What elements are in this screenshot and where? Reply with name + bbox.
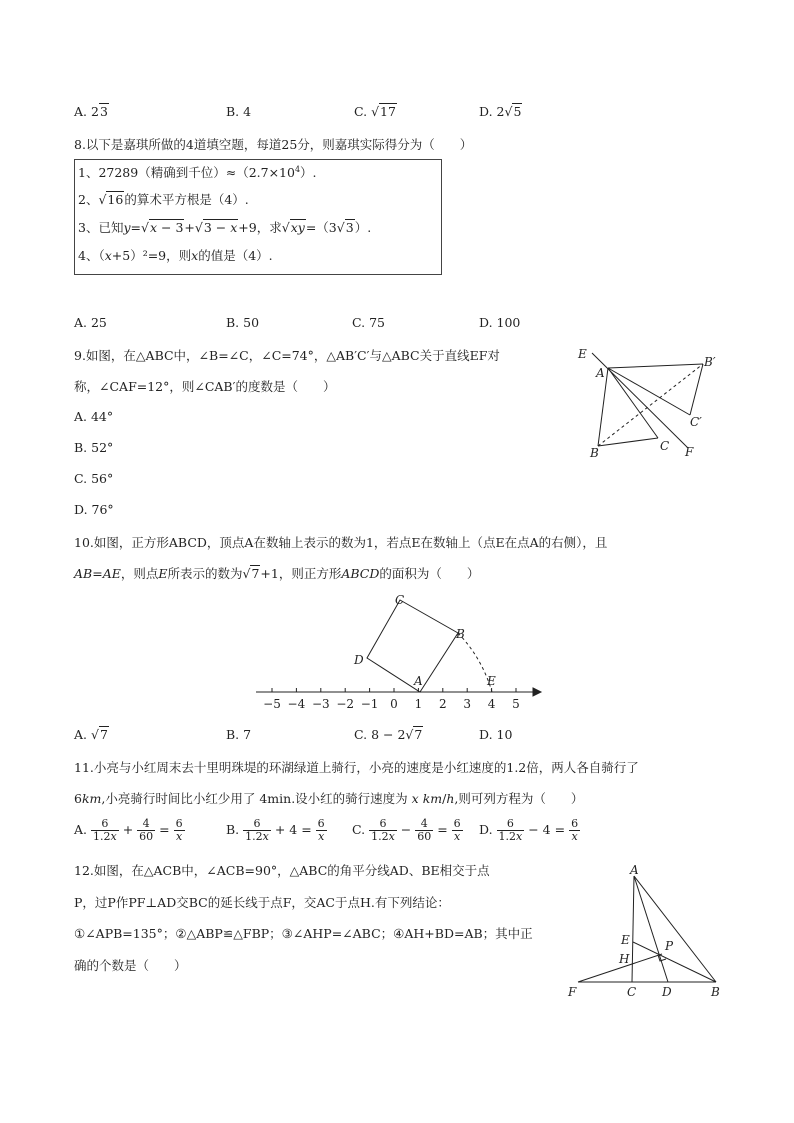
- q8-option-d: D. 100: [479, 315, 521, 330]
- q8-item-1: 1、27289（精确到千位）$\approx(2.7\times 10^4)$.: [78, 164, 317, 180]
- q8-stem: 8.以下是嘉琪所做的4道填空题，每道25分，则嘉琪实际得分为（ ）: [74, 137, 473, 152]
- q10-option-c: C. 8 − 2√7: [354, 727, 423, 742]
- segment-ac: [632, 876, 634, 982]
- q11-option-b: B. $\frac{6}{1.2x}$ + 4 = $\frac{6}{x}$: [226, 817, 325, 843]
- label-a: A: [630, 863, 639, 877]
- q7-option-b: B. 4: [226, 104, 252, 119]
- q7-option-d: D. 2√5: [479, 104, 522, 119]
- q10-figure: [250, 588, 550, 718]
- q8-item-2: 2、√16的算术平方根是（4）.: [78, 192, 249, 207]
- q11-option-c: C. $\frac{6}{1.2x}$ − $\frac{4}{60}$ = $\frac{6}{x}$: [352, 817, 461, 843]
- q11-stem-line2: 6km,小亮骑行时间比小红少用了 4min.设小红的骑行速度为 x km/h,则可列方程为（ ）: [74, 791, 584, 806]
- label-a: A: [596, 366, 605, 380]
- q9-stem-line2: 称，∠CAF=12°，则∠CAB′的度数是（ ）: [74, 379, 336, 394]
- label-c-prime: C′: [690, 415, 702, 429]
- label-f: F: [568, 985, 577, 999]
- label-b: B: [456, 627, 465, 641]
- q10-stem-line1: 10.如图，正方形ABCD，顶点A在数轴上表示的数为1，若点E在数轴上（点E在点A的右侧），且: [74, 535, 608, 550]
- q11-option-a: A. $\frac{6}{1.2x}$ + $\frac{4}{60}$ = $\frac{6}{x}$: [74, 817, 183, 843]
- q12-stem-line3: ①∠APB=135°；②△ABP≌△FBP；③∠AHP=∠ABC；④AH+BD=AB；其中正: [74, 926, 533, 941]
- tick-label: −2: [336, 697, 355, 711]
- q10-stem-line2: AB=AE，则点E所表示的数为√7+1，则正方形ABCD的面积为（ ）: [74, 566, 480, 581]
- label-e: E: [487, 674, 496, 688]
- q8-item-4: 4、（x+5）²=9，则x的值是（4）.: [78, 248, 273, 263]
- tick-label: −3: [311, 697, 330, 711]
- line-ef: [592, 353, 688, 448]
- label-a: A: [414, 674, 423, 688]
- tick-label: 5: [512, 697, 520, 711]
- segment-ac-prime: [608, 368, 690, 415]
- segment-ad: [634, 876, 668, 982]
- q8-option-b: B. 50: [226, 315, 260, 330]
- q9-option-d: D. 76°: [74, 502, 114, 517]
- label-h: H: [619, 952, 630, 966]
- q10-option-d: D. 10: [479, 727, 513, 742]
- q11-option-d: D. $\frac{6}{1.2x}$ − 4 = $\frac{6}{x}$: [479, 817, 579, 843]
- segment-ac: [608, 368, 658, 438]
- q8-option-c: C. 75: [352, 315, 385, 330]
- q9-figure: [570, 340, 730, 465]
- q7-option-c: C. √17: [354, 104, 396, 119]
- segment-b-prime-c-prime: [690, 364, 703, 415]
- label-c: C: [395, 593, 405, 607]
- q12-figure: [560, 862, 730, 1007]
- label-p: P: [665, 939, 674, 953]
- number-line-arrow: [533, 688, 541, 696]
- segment-be: [633, 942, 716, 982]
- q9-option-a: A. 44°: [74, 409, 114, 424]
- segment-bc: [598, 438, 658, 446]
- label-b-prime: B′: [704, 355, 716, 369]
- q9-option-b: B. 52°: [74, 440, 114, 455]
- tick-label: 3: [463, 697, 472, 711]
- label-e: E: [578, 347, 587, 361]
- tick-label: 2: [438, 697, 447, 711]
- label-c: C: [660, 439, 670, 453]
- q12-stem-line1: 12.如图，在△ACB中，∠ACB=90°，△ABC的角平分线AD、BE相交于点: [74, 863, 490, 878]
- label-d: D: [354, 653, 364, 667]
- tick-label: −1: [360, 697, 379, 711]
- label-e: E: [621, 933, 630, 947]
- tick-label: 4: [487, 697, 496, 711]
- label-c: C: [627, 985, 637, 999]
- square-abcd: [367, 600, 458, 692]
- segment-ab: [634, 876, 716, 982]
- tick-label: 0: [390, 697, 398, 711]
- label-b: B: [590, 446, 599, 460]
- q8-option-a: A. 25: [74, 315, 107, 330]
- q12-stem-line4: 确的个数是（ ）: [74, 958, 187, 973]
- q9-option-c: C. 56°: [74, 471, 114, 486]
- label-d: D: [662, 985, 672, 999]
- label-b: B: [711, 985, 720, 999]
- q12-stem-line2: P，过P作PF⊥AD交BC的延长线于点F，交AC于点H.有下列结论：: [74, 895, 450, 910]
- q7-option-a: A. 23: [74, 104, 108, 119]
- q10-option-a: A. √7: [74, 727, 108, 742]
- q8-item-3: 3、已知y=√x − 3+√3 − x+9，求√xy=（3√3）.: [78, 220, 372, 235]
- tick-label: −4: [287, 697, 306, 711]
- tick-label: −5: [263, 697, 281, 711]
- q11-stem-line1: 11.小亮与小红周末去十里明珠堤的环湖绿道上骑行，小亮的速度是小红速度的1.2倍，两人各自骑行了: [74, 760, 639, 775]
- q10-option-b: B. 7: [226, 727, 252, 742]
- tick-label: 1: [414, 697, 423, 711]
- q9-stem-line1: 9.如图，在△ABC中，∠B=∠C，∠C=74°，△AB′C′与△ABC关于直线EF对: [74, 348, 500, 363]
- segment-ab-prime: [608, 364, 703, 368]
- label-f: F: [685, 445, 694, 459]
